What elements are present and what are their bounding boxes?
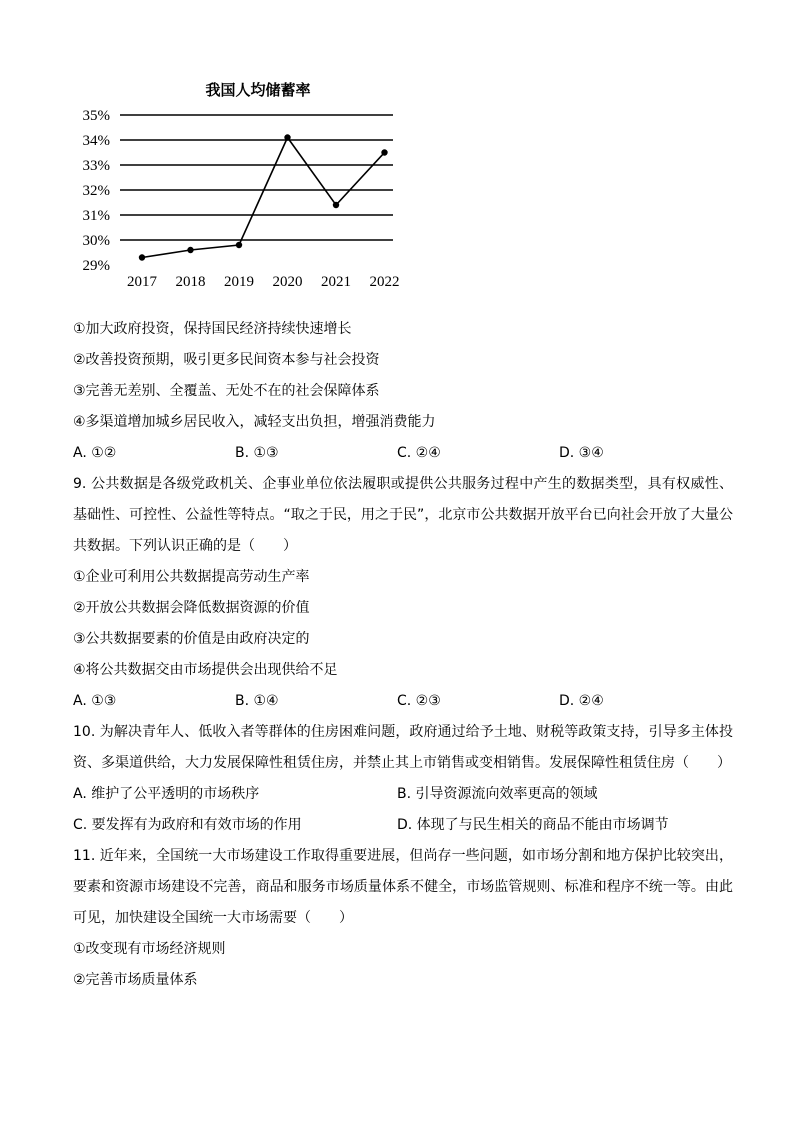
choice-b: B. ①③ [235,445,279,461]
x-tick-label: 2020 [272,274,303,290]
question-9-stem: 9. 公共数据是各级党政机关、企事业单位依法履职或提供公共服务过程中产生的数据类型，具有权威性、基础性、可控性、公益性等特点。“取之于民，用之于民”，北京市公共数据开放平台已向社会开放了大量公共数据。下列认识正确的是（ ） [73,476,733,554]
question-10-choices-row-1 [73,779,733,810]
y-tick-label: 34% [82,133,110,149]
choice-a: A. ①② [73,445,117,461]
choice-c: C. ②④ [397,445,441,461]
y-tick-label: 35% [82,108,110,124]
choice-b: B. ①④ [235,693,279,709]
option-statement: ③完善无差别、全覆盖、无处不在的社会保障体系 [73,383,380,399]
question-9-items [73,562,733,686]
x-tick-label: 2017 [127,274,157,290]
option-statement: ②改善投资预期，吸引更多民间资本参与社会投资 [73,352,380,368]
chart-title: 我国人均储蓄率 [205,81,311,99]
question-11-items [73,934,733,996]
question-11-stem: 11. 近年来，全国统一大市场建设工作取得重要进展，但尚存一些问题，如市场分割和地方保护比较突出，要素和资源市场建设不完善，商品和服务市场质量体系不健全，市场监管规则、标准和程序不统一等。由此可见，加快建设全国统一大市场需要（ ） [73,848,733,926]
choice-d: D. 体现了与民生相关的商品不能由市场调节 [397,817,669,833]
choice-c: C. 要发挥有为政府和有效市场的作用 [73,817,302,833]
y-tick-label: 33% [82,158,110,174]
data-point [139,254,145,260]
question-10-choices-row-2 [73,810,733,841]
x-tick-label: 2019 [224,274,254,290]
question-8-choices [73,438,733,469]
question-8-items [73,314,733,438]
option-statement: ③公共数据要素的价值是由政府决定的 [73,631,310,647]
option-statement: ②完善市场质量体系 [73,972,198,988]
line-chart [70,70,410,300]
choice-d: D. ②④ [559,693,604,709]
question-10-stem: 10. 为解决青年人、低收入者等群体的住房困难问题，政府通过给予土地、财税等政策支持，引导多主体投资、多渠道供给，大力发展保障性租赁住房，并禁止其上市销售或变相销售。发展保障性租赁住房（ ） [73,724,733,771]
data-point [236,242,242,248]
choice-d: D. ③④ [559,445,604,461]
y-tick-label: 30% [82,233,110,249]
option-statement: ④将公共数据交由市场提供会出现供给不足 [73,662,338,678]
choice-a: A. ①③ [73,693,117,709]
choice-b: B. 引导资源流向效率更高的领域 [397,786,598,802]
option-statement: ④多渠道增加城乡居民收入，减轻支出负担，增强消费能力 [73,414,436,430]
data-point [187,247,193,253]
y-tick-label: 32% [82,183,110,199]
x-tick-label: 2022 [369,274,400,290]
choice-a: A. 维护了公平透明的市场秩序 [73,786,260,802]
option-statement: ①改变现有市场经济规则 [73,941,226,957]
option-statement: ①加大政府投资，保持国民经济持续快速增长 [73,321,352,337]
question-content [73,314,733,996]
savings-rate-chart [70,70,410,300]
option-statement: ②开放公共数据会降低数据资源的价值 [73,600,310,616]
option-statement: ①企业可利用公共数据提高劳动生产率 [73,569,310,585]
data-point [381,149,387,155]
y-tick-label: 29% [82,258,110,274]
choice-c: C. ②③ [397,693,441,709]
data-point [284,134,290,140]
y-tick-label: 31% [82,208,110,224]
x-tick-label: 2018 [175,274,206,290]
data-point [333,202,339,208]
question-9-choices [73,686,733,717]
x-tick-label: 2021 [321,274,351,290]
